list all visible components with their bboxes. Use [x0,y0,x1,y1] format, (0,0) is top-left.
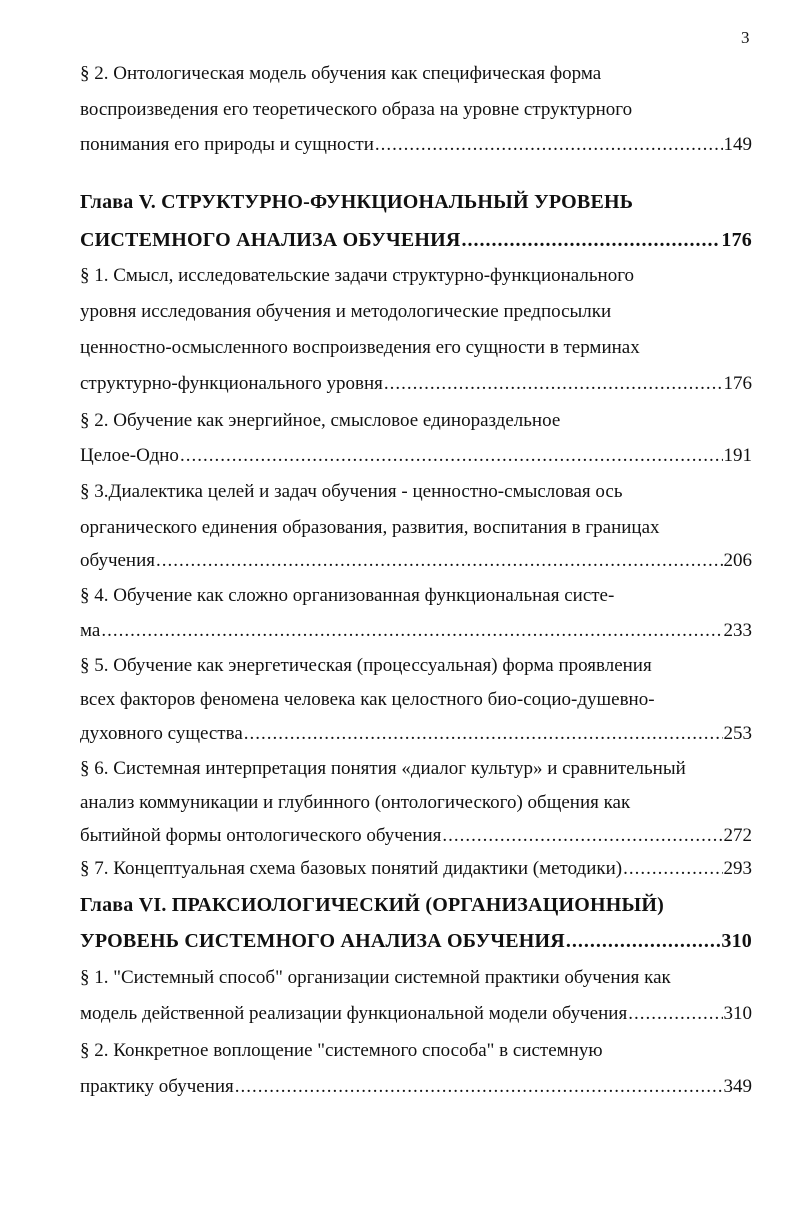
dot-leader [375,133,723,157]
toc-entry-text: § 7. Концептуальная схема базовых понятий дидактики (методики) [80,858,623,879]
toc-page-number: 293 [723,858,752,879]
toc-page-number: 233 [723,620,752,641]
toc-line: § 1. "Системный способ" организации системной практики обучения как [80,967,671,988]
toc-entry[interactable] [80,619,752,643]
toc-line: § 3.Диалектика целей и задач обучения - ценностно-смысловая ось [80,481,623,502]
dot-leader [566,929,720,953]
toc-line: § 5. Обучение как энергетическая (процессуальная) форма проявления [80,655,652,676]
chapter-heading: Глава VI. ПРАКСИОЛОГИЧЕСКИЙ (ОРГАНИЗАЦИОННЫЙ) [80,894,664,916]
chapter-entry[interactable] [80,929,752,953]
toc-entry-text: структурно-функционального уровня [80,373,383,394]
toc-page-number: 310 [723,1003,752,1024]
toc-entry[interactable] [80,549,752,573]
toc-line: § 2. Конкретное воплощение "системного способа" в системную [80,1040,603,1061]
page-number: 3 [741,28,750,47]
toc-line: уровня исследования обучения и методологические предпосылки [80,301,612,322]
toc-entry[interactable] [80,133,752,157]
toc-entry-text: модель действенной реализации функциональной модели обучения [80,1003,628,1024]
toc-line: § 2. Онтологическая модель обучения как специфическая форма [80,63,602,84]
chapter-entry-text: УРОВЕНЬ СИСТЕМНОГО АНАЛИЗА ОБУЧЕНИЯ [80,930,565,952]
toc-page-number: 253 [723,723,752,744]
dot-leader [623,857,722,881]
toc-page-number: 310 [721,930,752,952]
toc-page-number: 349 [723,1076,752,1097]
toc-line: § 4. Обучение как сложно организованная функциональная систе- [80,585,615,606]
toc-entry[interactable] [80,1075,752,1099]
dot-leader [462,228,721,252]
toc-line: § 1. Смысл, исследовательские задачи структурно-функционального [80,265,635,286]
toc-entry-text: бытийной формы онтологического обучения [80,825,442,846]
toc-entry[interactable] [80,372,752,396]
toc-page-number: 176 [723,373,752,394]
toc-entry-text: понимания его природы и сущности [80,134,374,155]
toc-entry-text: обучения [80,550,156,571]
toc-page-number: 191 [723,445,752,466]
toc-entry[interactable] [80,722,752,746]
toc-entry[interactable] [80,824,752,848]
toc-entry[interactable] [80,444,752,468]
dot-leader [101,619,722,643]
toc-line: органического единения образования, развития, воспитания в границах [80,517,660,538]
toc-line: § 6. Системная интерпретация понятия «диалог культур» и сравнительный [80,758,686,779]
chapter-heading: Глава V. СТРУКТУРНО-ФУНКЦИОНАЛЬНЫЙ УРОВЕНЬ [80,191,634,213]
toc-entry-text: практику обучения [80,1076,234,1097]
toc-line: анализ коммуникации и глубинного (онтологического) общения как [80,792,631,813]
toc-entry-text: ма [80,620,101,641]
toc-entry[interactable] [80,857,752,881]
chapter-entry-text: СИСТЕМНОГО АНАЛИЗА ОБУЧЕНИЯ [80,229,461,251]
toc-line: воспроизведения его теоретического образа на уровне структурного [80,99,633,120]
toc-page-number: 206 [723,550,752,571]
dot-leader [244,722,723,746]
dot-leader [156,549,722,573]
toc-entry-text: Целое-Одно [80,445,179,466]
toc-entry[interactable] [80,1002,752,1026]
dot-leader [180,444,723,468]
toc-line: § 2. Обучение как энергийное, смысловое единораздельное [80,410,561,431]
toc-line: ценностно-осмысленного воспроизведения его сущности в терминах [80,337,640,358]
toc-page-number: 176 [721,229,752,251]
toc-entry-text: духовного существа [80,723,243,744]
chapter-entry[interactable] [80,228,752,252]
dot-leader [628,1002,722,1026]
toc-line: всех факторов феномена человека как целостного био-социо-душевно- [80,689,655,710]
toc-page-number: 149 [723,134,752,155]
toc-page-number: 272 [723,825,752,846]
dot-leader [442,824,722,848]
dot-leader [235,1075,723,1099]
dot-leader [384,372,723,396]
